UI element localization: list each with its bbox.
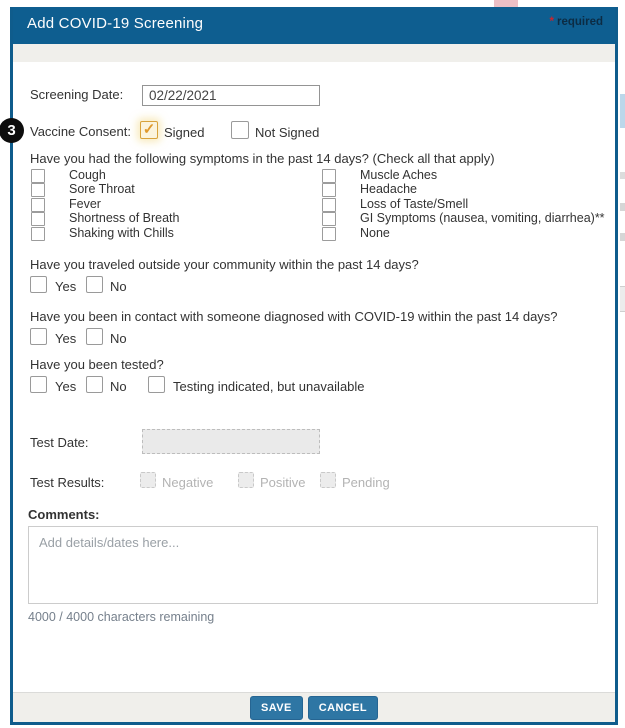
contact-no-label: No bbox=[110, 331, 127, 346]
traveled-no-label: No bbox=[110, 279, 127, 294]
screening-date-input[interactable] bbox=[142, 85, 320, 106]
header-substrip bbox=[13, 44, 615, 62]
symptom-shortness-of-breath-checkbox[interactable] bbox=[31, 212, 45, 226]
comments-label: Comments: bbox=[28, 507, 100, 522]
contact-yes-label: Yes bbox=[55, 331, 77, 346]
symptom-label: Sore Throat bbox=[69, 182, 135, 197]
background-fragment bbox=[494, 0, 518, 7]
background-fragment bbox=[620, 203, 625, 211]
symptom-shaking-with-chills-checkbox[interactable] bbox=[31, 227, 45, 241]
contact-no-checkbox[interactable] bbox=[86, 328, 103, 345]
traveled-no-checkbox[interactable] bbox=[86, 276, 103, 293]
test-result-pending-label: Pending bbox=[342, 475, 390, 490]
test-result-positive-checkbox-disabled bbox=[238, 472, 254, 488]
required-asterisk: * bbox=[549, 16, 554, 28]
symptom-headache-checkbox[interactable] bbox=[322, 183, 336, 197]
check-icon: ✓ bbox=[142, 120, 156, 138]
test-date-label: Test Date: bbox=[30, 435, 89, 450]
symptom-label: Fever bbox=[69, 196, 101, 211]
dialog-header bbox=[13, 7, 615, 44]
traveled-question: Have you traveled outside your community within the past 14 days? bbox=[30, 257, 419, 272]
traveled-yes-checkbox[interactable] bbox=[30, 276, 47, 293]
required-note bbox=[550, 16, 604, 28]
tested-no-checkbox[interactable] bbox=[86, 376, 103, 393]
symptom-row bbox=[31, 169, 179, 183]
symptoms-right-column bbox=[322, 169, 605, 241]
symptom-sore-throat-checkbox[interactable] bbox=[31, 183, 45, 197]
vaccine-consent-not-signed-label: Not Signed bbox=[255, 125, 320, 140]
symptom-row bbox=[322, 183, 605, 197]
traveled-yes-label: Yes bbox=[55, 279, 77, 294]
test-date-input-disabled bbox=[142, 429, 320, 454]
screening-date-label: Screening Date: bbox=[30, 87, 124, 102]
symptom-label: Muscle Aches bbox=[360, 168, 438, 182]
required-text: required bbox=[556, 16, 603, 28]
vaccine-consent-label: Vaccine Consent: bbox=[30, 124, 131, 139]
cancel-button[interactable]: CANCEL bbox=[308, 696, 378, 720]
vaccine-consent-not-signed-checkbox[interactable] bbox=[231, 121, 249, 139]
symptom-row bbox=[31, 198, 179, 212]
symptom-label: Shaking with Chills bbox=[69, 225, 174, 240]
symptom-loss-of-taste-smell-checkbox[interactable] bbox=[322, 198, 336, 212]
symptom-label: None bbox=[360, 225, 390, 240]
symptom-row bbox=[322, 212, 605, 226]
symptom-label: Headache bbox=[360, 182, 417, 197]
add-covid-screening-dialog bbox=[7, 7, 618, 725]
test-result-negative-checkbox-disabled bbox=[140, 472, 156, 488]
character-counter: 4000 / 4000 characters remaining bbox=[28, 610, 215, 624]
symptom-row bbox=[31, 227, 179, 241]
tested-indicated-unavailable-checkbox[interactable] bbox=[148, 376, 165, 393]
tested-yes-checkbox[interactable] bbox=[30, 376, 47, 393]
dialog-title: Add COVID-19 Screening bbox=[27, 15, 204, 32]
step-3-badge: 3 bbox=[0, 118, 24, 143]
background-fragment bbox=[620, 233, 625, 241]
symptom-fever-checkbox[interactable] bbox=[31, 198, 45, 212]
symptom-gi-symptoms-checkbox[interactable] bbox=[322, 212, 336, 226]
symptom-row bbox=[31, 212, 179, 226]
symptom-row bbox=[322, 227, 605, 241]
tested-yes-label: Yes bbox=[55, 379, 77, 394]
test-results-label: Test Results: bbox=[30, 475, 105, 490]
symptoms-question: Have you had the following symptoms in the past 14 days? (Check all that apply) bbox=[30, 151, 495, 166]
symptom-cough-checkbox[interactable] bbox=[31, 169, 45, 183]
background-fragment bbox=[620, 172, 625, 179]
symptom-row bbox=[322, 198, 605, 212]
contact-yes-checkbox[interactable] bbox=[30, 328, 47, 345]
test-result-negative-label: Negative bbox=[162, 475, 214, 490]
symptom-label: Loss of Taste/Smell bbox=[360, 196, 469, 211]
comments-textarea[interactable] bbox=[28, 526, 598, 604]
dialog-footer bbox=[13, 692, 615, 722]
vaccine-consent-signed-checkbox[interactable] bbox=[140, 121, 158, 139]
save-button[interactable]: SAVE bbox=[250, 696, 303, 720]
test-result-pending-checkbox-disabled bbox=[320, 472, 336, 488]
symptom-muscle-aches-checkbox[interactable] bbox=[322, 169, 336, 183]
tested-indicated-unavailable-label: Testing indicated, but unavailable bbox=[173, 379, 365, 394]
tested-no-label: No bbox=[110, 379, 127, 394]
background-fragment bbox=[620, 286, 625, 312]
symptom-label: Shortness of Breath bbox=[69, 211, 180, 226]
symptom-row bbox=[31, 183, 179, 197]
symptom-row bbox=[322, 169, 605, 183]
contact-question: Have you been in contact with someone diagnosed with COVID-19 within the past 14 days? bbox=[30, 309, 558, 324]
symptom-none-checkbox[interactable] bbox=[322, 227, 336, 241]
background-fragment bbox=[620, 94, 625, 128]
test-result-positive-label: Positive bbox=[260, 475, 306, 490]
vaccine-consent-signed-label: Signed bbox=[164, 125, 205, 140]
symptom-label: Cough bbox=[69, 168, 106, 182]
symptoms-left-column bbox=[31, 169, 179, 241]
tested-question: Have you been tested? bbox=[30, 357, 164, 372]
symptom-label: GI Symptoms (nausea, vomiting, diarrhea)** bbox=[360, 211, 605, 226]
